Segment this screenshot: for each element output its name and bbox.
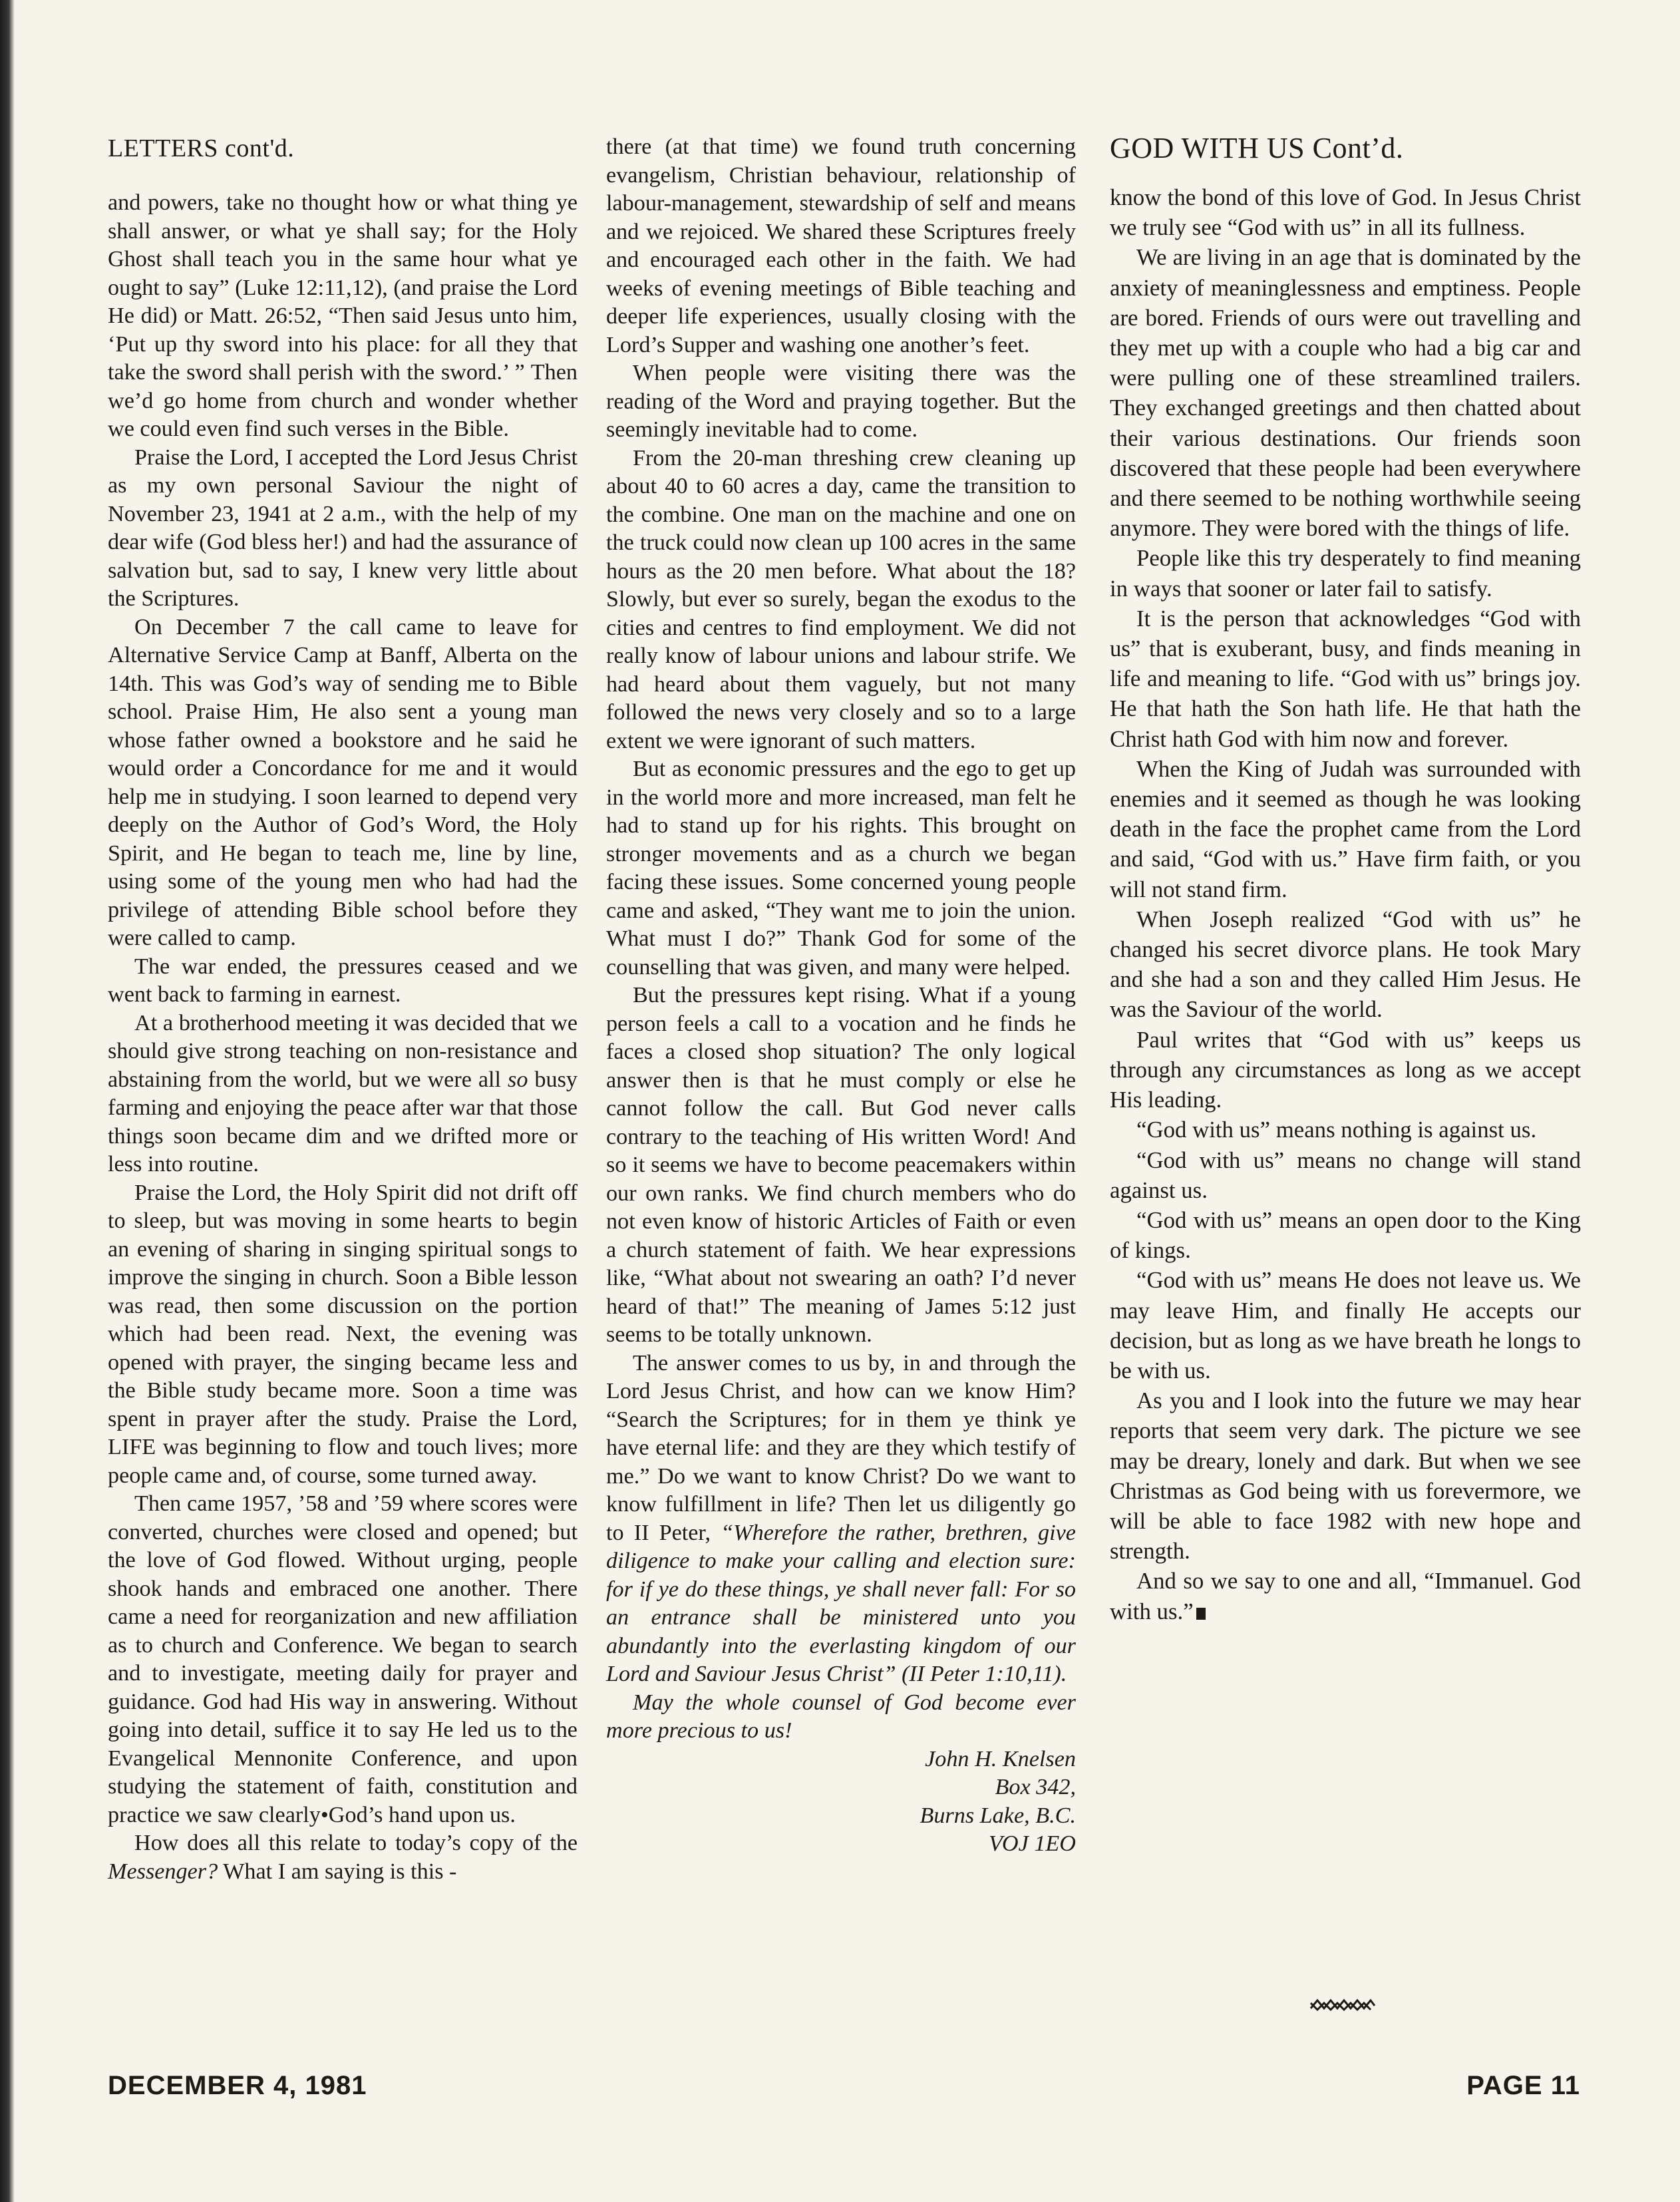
paragraph: When the King of Judah was surrounded with enemies and it seemed as though he was looking death in the face the prophet came from the Lord and said, “God with us.” Have firm faith, or you will not stand firm. bbox=[1110, 755, 1581, 902]
paragraph: The war ended, the pressures ceased and we went back to farming in earnest. bbox=[108, 954, 578, 1007]
paragraph: But as economic pressures and the ego to get up in the world more and more increased, man felt he had to stand up for his rights. This brought on stronger movements and as a church we began facing these issues. Some concerned young people came and asked, “They want me to join the union. What must I do?” Thank God for some of the counselling that was given, and many were helped. bbox=[606, 757, 1076, 980]
page-number: PAGE 11 bbox=[1466, 2071, 1580, 2100]
paragraph: It is the person that acknowledges “God with us” that is exuberant, busy, and finds meaning in life and meaning to life. “God with us” brings joy. He that hath the Son hath life. He that hath the Christ hath God with him now and forever. bbox=[1110, 605, 1581, 752]
scripture-quote: “Wherefore the rather, brethren, give diligence to make your calling and election sure: for if ye do these things, ye shall never fall: For so an entrance shall be ministered unto you abundantly into the everlasting kingdom of our Lord and Saviour Jesus Christ” (II Peter 1:10,11). bbox=[606, 1520, 1076, 1686]
signature-postal: VOJ 1EO bbox=[989, 1831, 1076, 1856]
paragraph: “God with us” means no change will stand against us. bbox=[1110, 1147, 1581, 1203]
paragraph: When people were visiting there was the reading of the Word and praying together. But the seemingly inevitable had to come. bbox=[606, 361, 1076, 442]
paragraph bbox=[108, 1009, 578, 1179]
end-of-article-mark bbox=[1196, 1608, 1206, 1620]
page-binding-shadow bbox=[0, 0, 15, 2202]
paragraph bbox=[108, 1829, 578, 1886]
text-run: busy farming and enjoying the peace after war that those things soon became dim and we drifted more or less into routine. bbox=[108, 1067, 578, 1177]
paragraph: Praise the Lord, the Holy Spirit did not drift off to sleep, but was moving in some hearts to begin an evening of sharing in singing spiritual songs to improve the singing in church. Soon a Bible lesson was read, then some discussion on the portion which had been read. Next, the evening was opened with prayer, the singing became less and the Bible study became more. Soon a time was spent in prayer after the study. Praise the Lord, LIFE was beginning to flow and touch lives; more people came and, of course, some turned away. bbox=[108, 1180, 578, 1488]
letters-continued-column bbox=[606, 133, 1076, 1859]
ornament-divider-icon bbox=[1309, 1998, 1376, 2012]
letters-heading: LETTERS cont'd. bbox=[108, 134, 295, 162]
god-with-us-heading: GOD WITH US Cont’d. bbox=[1110, 132, 1404, 164]
closing-line bbox=[606, 1689, 1076, 1745]
paragraph: But the pressures kept rising. What if a young person feels a call to a vocation and he finds he faces a closed shop situation? The only logical answer then is that he must comply or else he cannot follow the call. But God never calls contrary to the teaching of His written Word! And so it seems we have to become peacemakers within our own ranks. We find church members who do not even know of historic Articles of Faith or even a church statement of faith. We hear expressions like, “What about not swearing an oath? I’d never heard of that!” The meaning of James 5:12 just seems to be totally unknown. bbox=[606, 983, 1076, 1347]
text-run: What I am saying is this - bbox=[218, 1859, 457, 1884]
paragraph: When Joseph realized “God with us” he changed his secret divorce plans. He took Mary and she had a son and they called Him Jesus. He was the Saviour of the world. bbox=[1110, 906, 1581, 1023]
paragraph: “God with us” means an open door to the King of kings. bbox=[1110, 1206, 1581, 1264]
paragraph: We are living in an age that is dominated by the anxiety of meaninglessness and emptiness. People are bored. Friends of ours were out travelling and they met up with a couple who had a big car and were pulling one of these streamlined trailers. They exchanged greetings and then chatted about their various destinations. Our friends soon discovered that these people had been everywhere and there seemed to be nothing worthwhile seeing anymore. They were bored with the things of life. bbox=[1110, 244, 1581, 542]
paragraph: know the bond of this love of God. In Jesus Christ we truly see “God with us” in all its fullness. bbox=[1110, 184, 1581, 241]
text-run: And so we say to one and all, “Immanuel. God with us.” bbox=[1110, 1568, 1581, 1624]
paragraph bbox=[1110, 1566, 1581, 1626]
signature-name: John H. Knelsen bbox=[925, 1746, 1076, 1771]
text-run: How does all this relate to today’s copy of the bbox=[134, 1831, 578, 1855]
paragraph: Praise the Lord, I accepted the Lord Jesus Christ as my own personal Saviour the night of November 23, 1941 at 2 a.m., with the help of my dear wife (God bless her!) and had the assurance of salvation but, sad to say, I knew very little about the Scriptures. bbox=[108, 445, 578, 611]
paragraph: there (at that time) we found truth concerning evangelism, Christian behaviour, relationship of labour-management, stewardship of self and means and we rejoiced. We shared these Scriptures freely and encouraged each other in the faith. We had weeks of evening meetings of Bible teaching and deeper life experiences, usually closing with the Lord’s Supper and washing one another’s feet. bbox=[606, 134, 1076, 357]
paragraph: Then came 1957, ’58 and ’59 where scores were converted, churches were closed and opened; but the love of God flowed. Without urging, people shook hands and embraced one another. There came a need for reorganization and new affiliation as to church and Conference. We began to search and to investigate, meeting daily for prayer and guidance. God had His way in answering. Without going into detail, suffice it to say He led us to the Evangelical Mennonite Conference, and upon studying the statement of faith, constitution and practice we saw clearly•God’s hand upon us. bbox=[108, 1491, 578, 1827]
paragraph: Paul writes that “God with us” keeps us through any circumstances as long as we accept His leading. bbox=[1110, 1026, 1581, 1113]
signature-town: Burns Lake, B.C. bbox=[920, 1803, 1076, 1828]
issue-date: DECEMBER 4, 1981 bbox=[108, 2071, 367, 2100]
paragraph: As you and I look into the future we may hear reports that seem very dark. The picture we see may be dreary, lonely and dark. But when we see Christmas as God being with us forevermore, we will be able to face 1982 with new hope and strength. bbox=[1110, 1387, 1581, 1564]
signature-box: Box 342, bbox=[995, 1775, 1076, 1799]
paragraph: On December 7 the call came to leave for Alternative Service Camp at Banff, Alberta on the 14th. This was God’s way of sending me to Bible school. Praise Him, He also sent a young man whose father owned a bookstore and he said he would order a Concordance for me and it would help me in studying. I soon learned to depend very deeply on the Author of God’s Word, the Holy Spirit, and He began to teach me, line by line, using some of the young men who had had the privilege of attending Bible school before they were called to camp. bbox=[108, 614, 578, 950]
paragraph: People like this try desperately to find meaning in ways that sooner or later fail to satisfy. bbox=[1110, 545, 1581, 602]
letters-column bbox=[108, 133, 578, 1886]
closing-text: May the whole counsel of God become ever more precious to us! bbox=[606, 1690, 1076, 1743]
god-with-us-column bbox=[1110, 133, 1581, 1626]
paragraph: and powers, take no thought how or what thing ye shall answer, or what ye shall say; for the Holy Ghost shall teach you in the same hour what ye ought to say” (Luke 12:11,12), (and praise the Lord He did) or Matt. 26:52, “Then said Jesus unto him, ‘Put up thy sword into his place: for all they that take the sword shall perish with the sword.’ ” Then we’d go home from church and wonder whether we could even find such verses in the Bible. bbox=[108, 190, 578, 441]
paragraph: “God with us” means He does not leave us. We may leave Him, and finally He accepts our decision, but as long as we have breath he longs to be with us. bbox=[1110, 1267, 1581, 1383]
text-run: At a brotherhood meeting it was decided that we should give strong teaching on non-resistance and abstaining from the world, but we were all bbox=[108, 1010, 578, 1092]
paragraph: From the 20-man threshing crew cleaning up about 40 to 60 acres a day, came the transition to the combine. One man on the machine and one on the truck could now clean up 100 acres in the same hours as the 20 men before. What about the 18? Slowly, but ever so surely, began the exodus to the cities and centres to find employment. We did not really know of labour unions and labour strife. We had heard about them vaguely, but not many followed the news very closely and so to a large extent we were ignorant of such matters. bbox=[606, 445, 1076, 753]
emphasis-text: so bbox=[508, 1067, 528, 1092]
emphasis-text: Messenger? bbox=[108, 1859, 218, 1884]
paragraph: “God with us” means nothing is against us. bbox=[1136, 1117, 1537, 1143]
paragraph bbox=[606, 1350, 1076, 1689]
text-run: The answer comes to us by, in and through the Lord Jesus Christ, and how can we know Him? “Search the Scriptures; for in them ye think ye have eternal life: and they are they which testify of me.” Do we want to know Christ? Do we want to know fulfillment in life? Then let us diligently go to II Peter, bbox=[606, 1350, 1076, 1545]
